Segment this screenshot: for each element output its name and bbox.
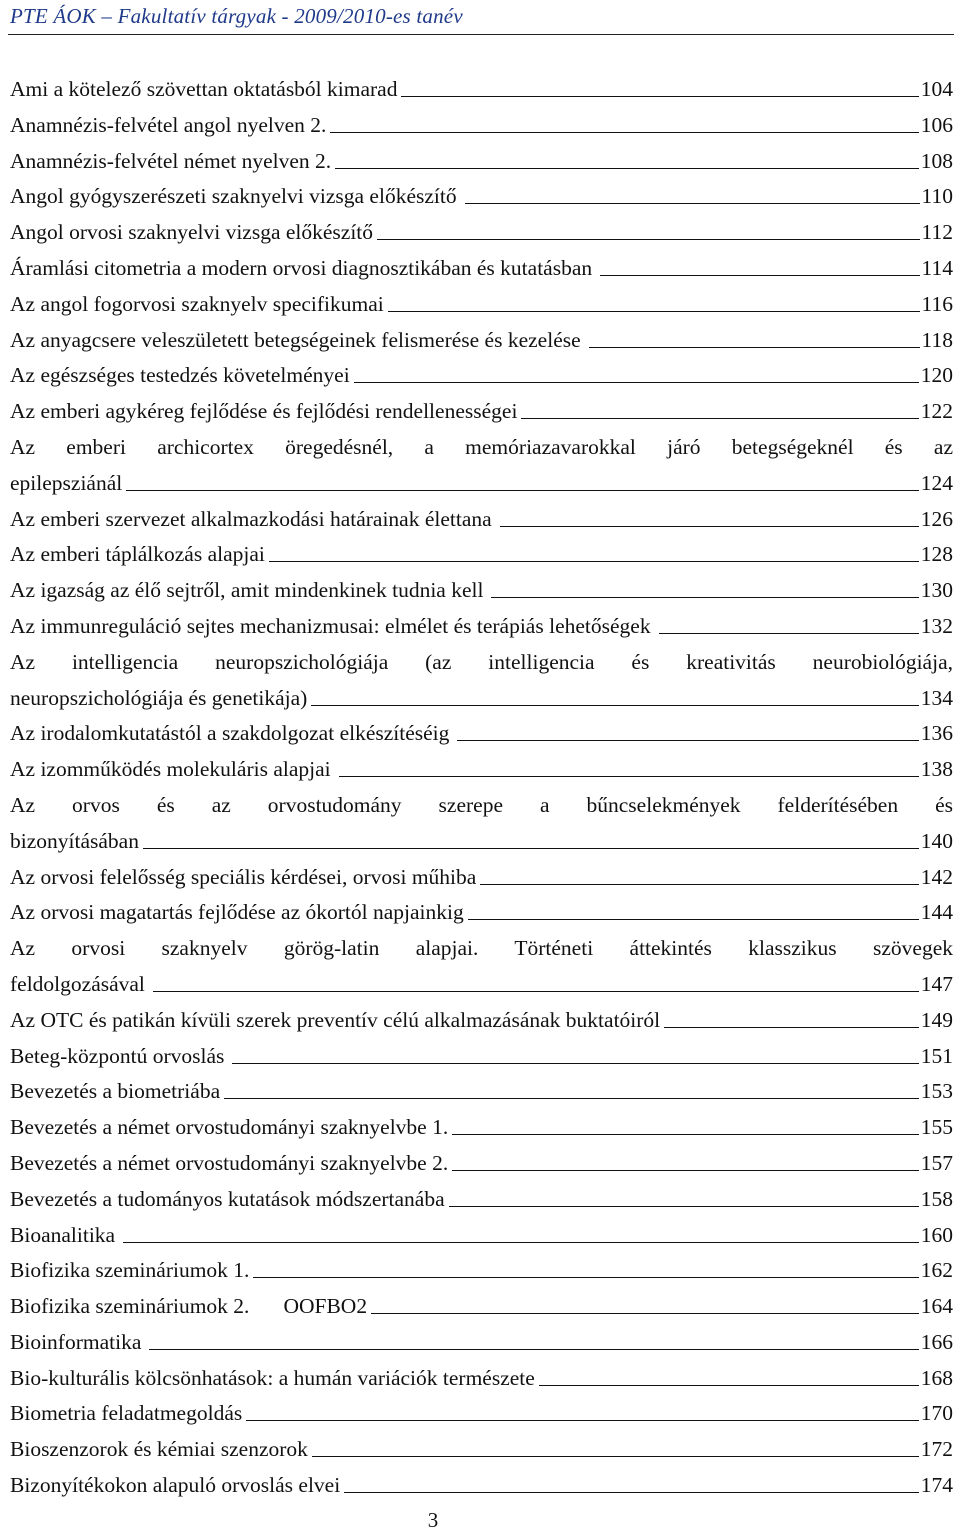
- toc-entry-page: 153: [920, 1079, 953, 1104]
- toc-entry: [10, 144, 953, 180]
- leader-line: [457, 740, 918, 741]
- toc-entry: [10, 394, 953, 430]
- toc-entry-title: Az anyagcsere veleszületett betegségeinek felismerése és kezelése: [10, 327, 581, 352]
- leader-line: [539, 1385, 919, 1386]
- leader-line: [664, 1027, 919, 1028]
- toc-entry: [10, 358, 953, 394]
- toc-entry-page: 126: [920, 506, 953, 531]
- toc-entry: [10, 537, 953, 573]
- leader-line: [377, 239, 920, 240]
- toc-entry-title: Biometria feladatmegoldás: [10, 1401, 243, 1426]
- toc-entry-title: Angol orvosi szaknyelvi vizsga előkészítő: [10, 220, 374, 245]
- running-header: PTE ÁOK – Fakultatív tárgyak - 2009/2010-es tanév: [10, 4, 463, 28]
- toc-entry-page: 147: [920, 971, 953, 996]
- toc-entry: [10, 502, 953, 538]
- toc-entry-title: Bioszenzorok és kémiai szenzorok: [10, 1437, 308, 1462]
- toc-entry-page: 112: [921, 220, 953, 245]
- toc-entry: [10, 1003, 953, 1039]
- leader-line: [401, 96, 918, 97]
- toc-entry: [10, 1074, 953, 1110]
- leader-line: [468, 919, 919, 920]
- toc-entry-title: Anamnézis-felvétel német nyelven 2.: [10, 148, 332, 173]
- toc-entry-title-line1: Az orvosi szaknyelv görög-latin alapjai. Történeti áttekintés klasszikus szövegek: [10, 936, 953, 961]
- leader-line: [480, 884, 918, 885]
- toc-entry: [10, 1361, 953, 1397]
- toc-entry-page: 168: [920, 1365, 953, 1390]
- toc-entry-title: bizonyításában: [10, 828, 139, 853]
- toc-entry-page: 122: [920, 399, 953, 424]
- toc-entry-page: 118: [921, 327, 953, 352]
- toc-entry-page: 124: [920, 470, 953, 495]
- toc-entry: [10, 1182, 953, 1218]
- leader-line: [123, 1242, 919, 1243]
- toc-entry-title: Az emberi szervezet alkalmazkodási határainak élettana: [10, 506, 492, 531]
- toc-entry: [10, 1468, 953, 1504]
- toc-entry-title: Az emberi táplálkozás alapjai: [10, 542, 265, 567]
- leader-line: [253, 1277, 918, 1278]
- toc-entry-page: 106: [920, 112, 953, 137]
- toc-entry-page: 170: [920, 1401, 953, 1426]
- toc-entry-page: 144: [920, 900, 953, 925]
- leader-line: [339, 776, 919, 777]
- toc-entry: [10, 1039, 953, 1075]
- toc-entry-page: 164: [920, 1294, 953, 1319]
- toc-entry-page: 140: [920, 828, 953, 853]
- leader-line: [224, 1098, 919, 1099]
- toc-entry: [10, 788, 953, 860]
- toc-entry-title: Az immunreguláció sejtes mechanizmusai: elmélet és terápiás lehetőségek: [10, 613, 651, 638]
- leader-line: [335, 168, 919, 169]
- leader-line: [465, 203, 920, 204]
- toc-entry-page: 157: [920, 1150, 953, 1175]
- leader-line: [330, 132, 918, 133]
- toc-entry-title: Bizonyítékokon alapuló orvoslás elvei: [10, 1473, 341, 1498]
- toc-entry-page: 174: [920, 1473, 953, 1498]
- toc-entry-title: Bioanalitika: [10, 1222, 116, 1247]
- toc-entry-title: Bevezetés a tudományos kutatások módszertanába: [10, 1186, 445, 1211]
- toc-entry-page: 132: [920, 613, 953, 638]
- toc-entry-title: Bevezetés a német orvostudományi szaknyelvbe 1.: [10, 1115, 449, 1140]
- toc-entry: [10, 1396, 953, 1432]
- toc-entry: [10, 1110, 953, 1146]
- toc-entry-page: 136: [920, 721, 953, 746]
- toc-entry-title-line1: Az orvos és az orvostudomány szerepe a bűncselekmények felderítésében és: [10, 792, 953, 817]
- toc-entry-title: feldolgozásával: [10, 971, 145, 996]
- toc-entry-title: Bevezetés a biometriába: [10, 1079, 221, 1104]
- leader-line: [344, 1492, 919, 1493]
- toc-entry-page: 149: [920, 1007, 953, 1032]
- toc-entry: [10, 645, 953, 717]
- leader-line: [600, 275, 919, 276]
- leader-line: [311, 705, 918, 706]
- toc-entry: [10, 215, 953, 251]
- toc-entry: [10, 895, 953, 931]
- leader-line: [589, 347, 920, 348]
- toc-entry: [10, 1289, 953, 1325]
- toc-entry-page: 158: [920, 1186, 953, 1211]
- toc-entry-page: 128: [920, 542, 953, 567]
- toc-entry-page: 130: [920, 578, 953, 603]
- toc-entry-page: 104: [920, 77, 953, 101]
- toc-entry-page: 114: [921, 255, 953, 280]
- page-number: 3: [427, 1508, 439, 1532]
- toc-entry-title: Az egészséges testedzés követelményei: [10, 363, 350, 388]
- toc-entry-page: 162: [920, 1258, 953, 1283]
- toc-entry-code: OOFBO2: [283, 1294, 368, 1319]
- toc-entry-page: 142: [920, 864, 953, 889]
- toc-entry: [10, 1146, 953, 1182]
- leader-line: [126, 490, 919, 491]
- toc-entry-title: Angol gyógyszerészeti szaknyelvi vizsga előkészítő: [10, 184, 457, 209]
- toc-entry-title: Az OTC és patikán kívüli szerek preventív célú alkalmazásának buktatóiról: [10, 1007, 661, 1032]
- header-rule: [8, 34, 954, 35]
- toc-entry: [10, 752, 953, 788]
- toc-entry-title: Beteg-központú orvoslás: [10, 1043, 225, 1068]
- leader-line: [659, 633, 919, 634]
- toc-entry-title: Ami a kötelező szövettan oktatásból kimarad: [10, 77, 398, 101]
- toc-entry-page: 172: [920, 1437, 953, 1462]
- toc-entry: [10, 860, 953, 896]
- toc-entry-title: Biofizika szemináriumok 1.: [10, 1258, 250, 1283]
- toc-entry-title-line1: Az intelligencia neuropszichológiája (az intelligencia és kreativitás neurobiológiája,: [10, 649, 953, 674]
- toc-entry-title: Az angol fogorvosi szaknyelv specifikumai: [10, 291, 384, 316]
- leader-line: [269, 561, 919, 562]
- toc-entry-page: 155: [920, 1115, 953, 1140]
- toc-entry-title: Bioinformatika: [10, 1329, 142, 1354]
- toc-entry-title: Áramlási citometria a modern orvosi diagnosztikában és kutatásban: [10, 255, 593, 280]
- toc-entry: [10, 179, 953, 215]
- leader-line: [153, 991, 919, 992]
- toc-entry-page: 116: [921, 291, 953, 316]
- toc-entry-title-line1: Az emberi archicortex öregedésnél, a memóriazavarokkal járó betegségeknél és az: [10, 434, 953, 459]
- leader-line: [232, 1063, 918, 1064]
- toc-entry: [10, 323, 953, 359]
- toc-entry: [10, 609, 953, 645]
- toc-entry-page: 110: [921, 184, 953, 209]
- toc-entry-title: epilepsziánál: [10, 470, 123, 495]
- leader-line: [491, 597, 918, 598]
- toc-entry-title: Biofizika szemináriumok 2.: [10, 1294, 250, 1319]
- toc-entry: [10, 430, 953, 502]
- toc-entry-page: 120: [920, 363, 953, 388]
- toc-entry: [10, 108, 953, 144]
- toc-entry: [10, 716, 953, 752]
- toc-entry-title: Bio-kulturális kölcsönhatások: a humán variációk természete: [10, 1365, 535, 1390]
- toc-entry-title: Anamnézis-felvétel angol nyelven 2.: [10, 112, 327, 137]
- toc-entry-title: Az orvosi felelősség speciális kérdései, orvosi műhiba: [10, 864, 477, 889]
- leader-line: [452, 1134, 919, 1135]
- toc-entry: [10, 287, 953, 323]
- toc-entry-title: Bevezetés a német orvostudományi szaknyelvbe 2.: [10, 1150, 449, 1175]
- toc-entry-title: Az orvosi magatartás fejlődése az ókortól napjainkig: [10, 900, 464, 925]
- table-of-contents: [10, 72, 953, 1504]
- leader-line: [143, 848, 919, 849]
- toc-entry-page: 108: [920, 148, 953, 173]
- leader-line: [500, 526, 919, 527]
- leader-line: [354, 382, 919, 383]
- toc-entry-page: 160: [920, 1222, 953, 1247]
- toc-entry-page: 134: [920, 685, 953, 710]
- leader-line: [246, 1420, 919, 1421]
- leader-line: [371, 1313, 919, 1314]
- leader-line: [149, 1349, 918, 1350]
- toc-entry: [10, 1432, 953, 1468]
- leader-line: [452, 1170, 919, 1171]
- toc-entry-title: neuropszichológiája és genetikája): [10, 685, 308, 710]
- toc-entry-title: Az emberi agykéreg fejlődése és fejlődési rendellenességei: [10, 399, 518, 424]
- toc-entry-title: Az igazság az élő sejtről, amit mindenkinek tudnia kell: [10, 578, 484, 603]
- leader-line: [388, 311, 920, 312]
- toc-entry-page: 138: [920, 757, 953, 782]
- toc-entry-page: 151: [920, 1043, 953, 1068]
- leader-line: [312, 1456, 919, 1457]
- toc-entry: [10, 251, 953, 287]
- leader-line: [449, 1206, 919, 1207]
- toc-entry-page: 166: [920, 1329, 953, 1354]
- toc-entry: [10, 72, 953, 108]
- page-footer: [0, 1508, 960, 1533]
- leader-line: [521, 418, 918, 419]
- toc-entry: [10, 931, 953, 1003]
- toc-entry: [10, 1325, 953, 1361]
- toc-entry: [10, 1253, 953, 1289]
- toc-entry: [10, 573, 953, 609]
- toc-entry-title: Az izomműködés molekuláris alapjai: [10, 757, 331, 782]
- toc-entry: [10, 1218, 953, 1254]
- toc-entry-title: Az irodalomkutatástól a szakdolgozat elkészítéséig: [10, 721, 450, 746]
